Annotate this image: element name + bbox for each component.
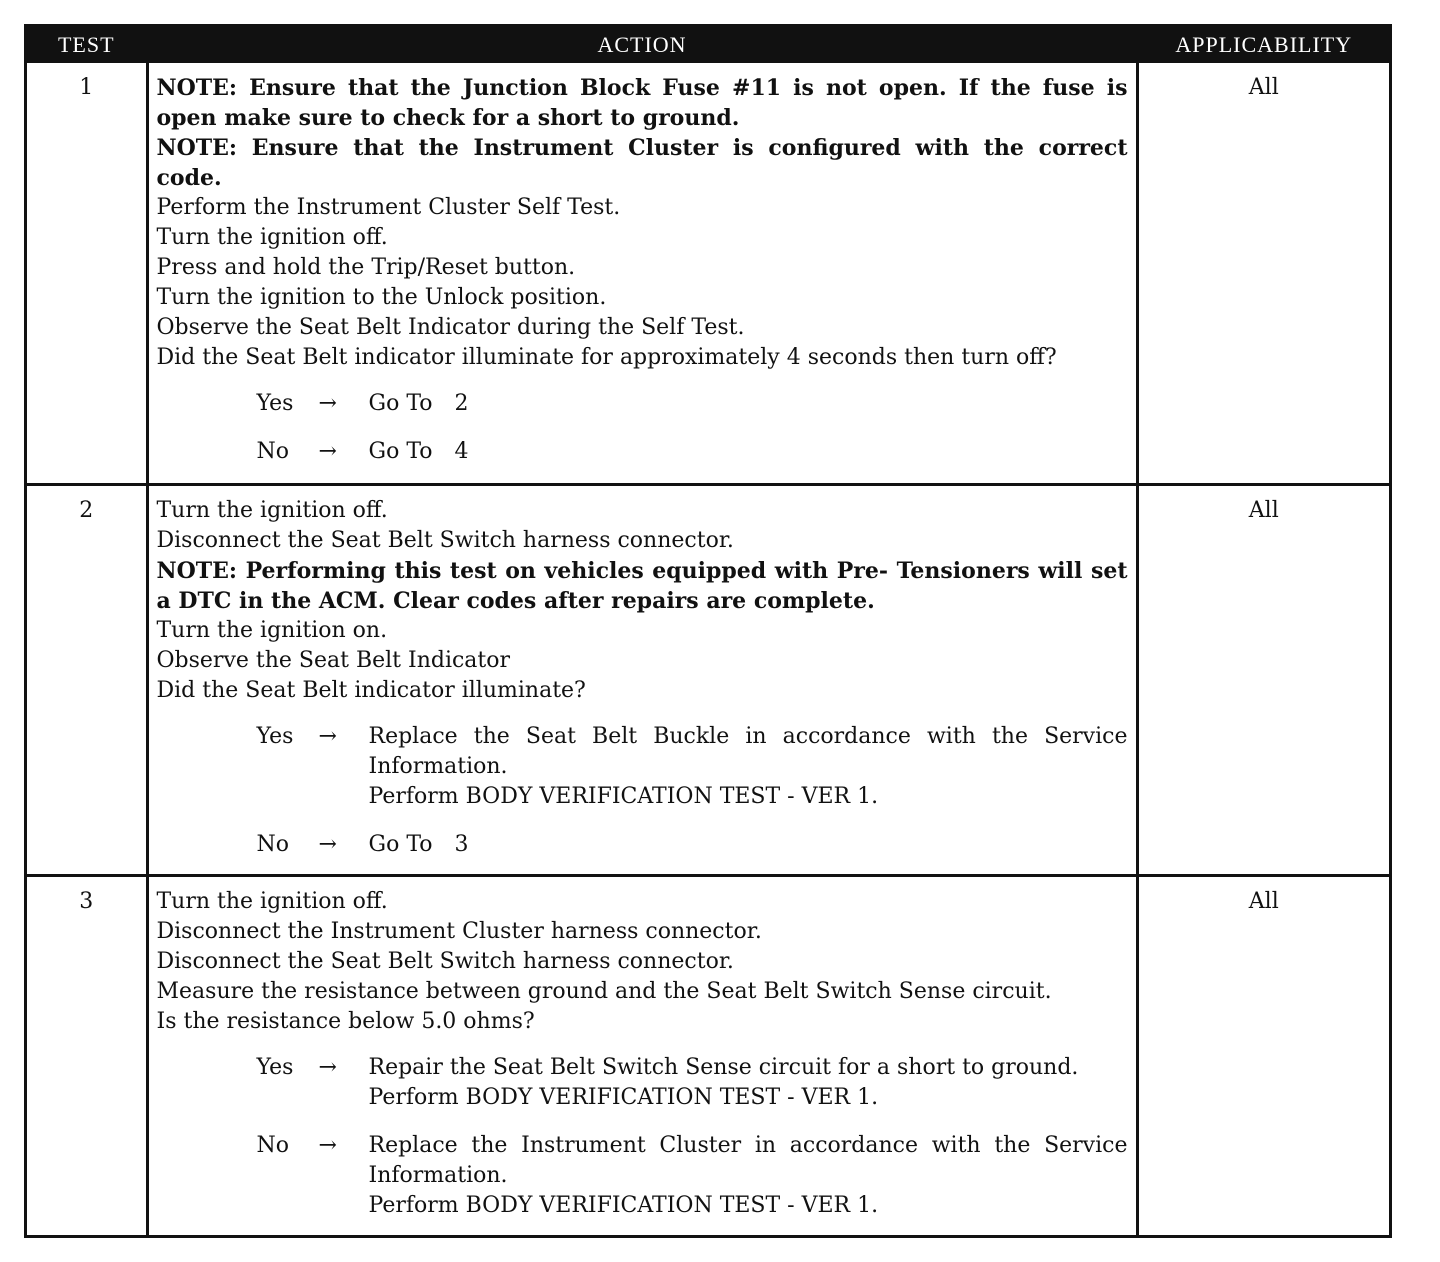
result-line: Perform BODY VERIFICATION TEST - VER 1. <box>368 1192 879 1218</box>
yes-label: Yes <box>256 1054 294 1080</box>
step-text: Disconnect the Seat Belt Switch harness connector. <box>156 948 734 974</box>
no-label: No <box>256 439 289 464</box>
arrow-right-icon: → <box>318 831 337 857</box>
result-line: Repair the Seat Belt Switch Sense circuit for a short to ground. <box>368 1054 1079 1080</box>
arrow-right-icon: → <box>318 1054 337 1080</box>
step-text: Disconnect the Instrument Cluster harness connector. <box>156 918 762 944</box>
step-text: Did the Seat Belt indicator illuminate for approximately 4 seconds then turn off? <box>156 345 1057 370</box>
diagnostic-test-table <box>24 24 1392 1238</box>
goto-number: 2 <box>454 391 469 416</box>
action-cell <box>147 63 1137 484</box>
no-label: No <box>256 831 289 857</box>
result-line: Replace the Instrument Cluster in accordance with the Service Information. <box>368 1132 1128 1188</box>
step-text: Press and hold the Trip/Reset button. <box>156 255 576 280</box>
step-text: Turn the ignition off. <box>156 888 388 914</box>
arrow-right-icon: → <box>318 723 337 749</box>
column-header-test: TEST <box>27 27 147 63</box>
step-text: Observe the Seat Belt Indicator <box>156 647 511 673</box>
step-text: Turn the ignition off. <box>156 225 388 250</box>
yes-label: Yes <box>256 391 294 416</box>
action-cell <box>147 484 1137 875</box>
applicability-cell: All <box>1137 484 1389 875</box>
no-branch <box>157 437 1128 467</box>
test-table <box>27 27 1389 1235</box>
step-text: Measure the resistance between ground and the Seat Belt Switch Sense circuit. <box>156 978 1052 1004</box>
goto-text: Go To <box>368 391 433 416</box>
yes-branch <box>157 1053 1128 1113</box>
test-number: 3 <box>27 875 147 1235</box>
arrow-right-icon: → <box>318 391 337 416</box>
step-text: Perform the Instrument Cluster Self Test. <box>156 195 621 220</box>
branch-result <box>369 1053 1128 1113</box>
step-text: Is the resistance below 5.0 ohms? <box>156 1008 535 1034</box>
goto-number: 3 <box>454 831 469 857</box>
branch-result <box>369 830 1128 860</box>
arrow-right-icon: → <box>318 1132 337 1158</box>
table-row-test-2 <box>27 484 1389 875</box>
step-text: Disconnect the Seat Belt Switch harness connector. <box>156 527 734 553</box>
goto-number: 4 <box>454 439 469 464</box>
step-text: Turn the ignition on. <box>156 617 388 643</box>
note-text: NOTE: Performing this test on vehicles equipped with Pre- Tensioners will set a DTC in the ACM. Clear codes after repairs are complete. <box>156 557 1128 614</box>
no-branch <box>157 1131 1128 1221</box>
applicability-cell: All <box>1248 75 1279 100</box>
result-line: Perform BODY VERIFICATION TEST - VER 1. <box>368 783 879 809</box>
test-number: 1 <box>27 63 147 484</box>
result-line: Perform BODY VERIFICATION TEST - VER 1. <box>368 1084 879 1110</box>
table-header-row <box>27 27 1389 63</box>
branch-result <box>369 389 1128 419</box>
goto-text: Go To <box>368 439 433 464</box>
step-text: Turn the ignition to the Unlock position. <box>156 285 607 310</box>
column-header-action: ACTION <box>147 27 1137 63</box>
branch-result <box>369 722 1128 812</box>
no-label: No <box>256 1132 289 1158</box>
note-text: NOTE: Ensure that the Instrument Cluster is configured with the correct code. <box>156 135 1128 191</box>
yes-branch <box>157 389 1128 419</box>
step-text: Observe the Seat Belt Indicator during the Self Test. <box>156 315 745 340</box>
goto-text: Go To <box>368 831 433 857</box>
no-branch <box>157 830 1128 860</box>
arrow-right-icon: → <box>318 439 337 464</box>
column-header-applicability: APPLICABILITY <box>1137 27 1389 63</box>
step-text: Turn the ignition off. <box>156 497 388 523</box>
result-line: Replace the Seat Belt Buckle in accordance with the Service Information. <box>368 723 1128 779</box>
test-number: 2 <box>27 484 147 875</box>
yes-branch <box>157 722 1128 812</box>
applicability-cell: All <box>1137 875 1389 1235</box>
table-row-test-1 <box>27 63 1389 484</box>
step-text: Did the Seat Belt indicator illuminate? <box>156 677 586 703</box>
table-row-test-3 <box>27 875 1389 1235</box>
action-cell <box>147 875 1137 1235</box>
note-text: NOTE: Ensure that the Junction Block Fuse #11 is not open. If the fuse is open make sure to check for a short to ground. <box>156 75 1128 131</box>
branch-result <box>369 437 1128 467</box>
yes-label: Yes <box>256 723 294 749</box>
branch-result <box>369 1131 1128 1221</box>
